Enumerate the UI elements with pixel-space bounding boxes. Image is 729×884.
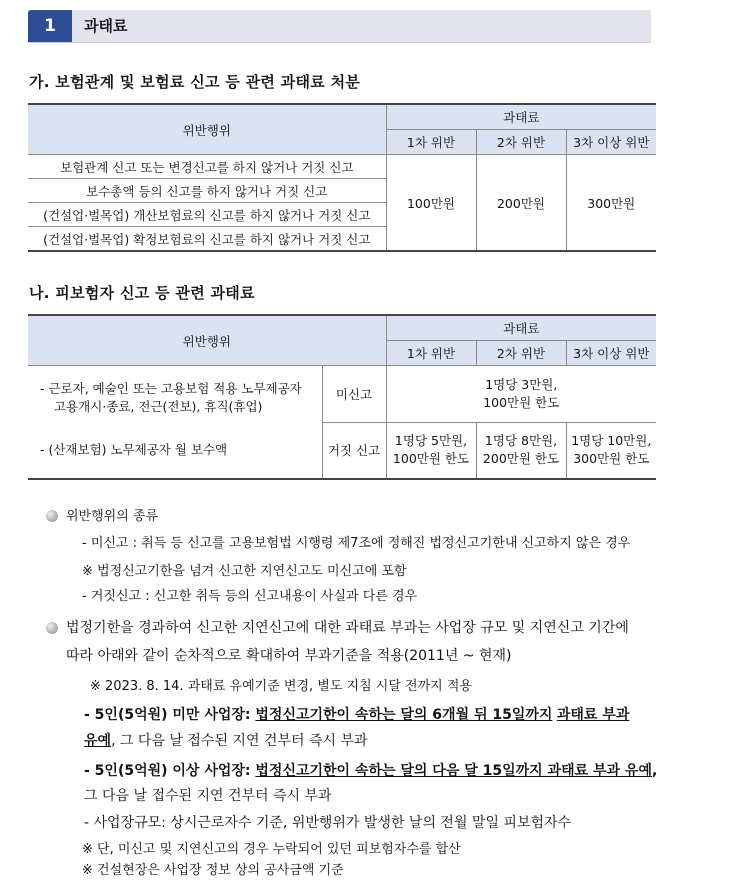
col-third: 3차 이상 위반 <box>566 341 656 366</box>
fine-false-first: 1명당 5만원, 100만원 한도 <box>386 422 476 479</box>
note-title-violation-types: 위반행위의 종류 <box>66 509 159 524</box>
fine-unreported: 1명당 3만원, 100만원 한도 <box>386 366 656 423</box>
section-banner <box>28 10 651 43</box>
note-late-included: ※ 법정신고기한을 넘겨 신고한 지연신고도 미신고에 포함 <box>82 564 407 579</box>
note-construction-basis: ※ 건설현장은 사업장 정보 상의 공사금액 기준 <box>82 863 344 878</box>
act-monthly-pay: - (산재보험) 노무제공자 월 보수액 <box>40 442 228 457</box>
fine-false-third: 1명당 10만원, 300만원 한도 <box>566 422 656 479</box>
col-second: 2차 위반 <box>476 130 566 155</box>
type-false: 거짓 신고 <box>322 422 386 479</box>
violation-acts <box>28 366 322 480</box>
note-late-fine-rule: 법정기한을 경과하여 신고한 지연신고에 대한 과태료 부과는 사업장 규모 및 지연신고 기간에 <box>66 620 629 636</box>
fine-table-insured <box>28 314 656 480</box>
col-fine: 과태료 <box>386 104 656 130</box>
col-fine: 과태료 <box>386 315 656 341</box>
section-number: 1 <box>28 10 72 42</box>
fine-false-second: 1명당 8만원, 200만원 한도 <box>476 422 566 479</box>
col-second: 2차 위반 <box>476 341 566 366</box>
col-first: 1차 위반 <box>386 130 476 155</box>
fine-third: 300만원 <box>566 155 656 252</box>
bullet-icon <box>46 510 58 522</box>
note-unreported: - 미신고 : 취득 등 신고를 고용보험법 시행령 제7조에 정해진 법정신고기한내 신고하지 않은 경우 <box>82 536 631 551</box>
type-unreported: 미신고 <box>322 366 386 423</box>
table-row: (건설업·벌목업) 개산보험료의 신고를 하지 않거나 거짓 신고 <box>28 203 386 227</box>
table-row: 보수총액 등의 신고를 하지 않거나 거짓 신고 <box>28 179 386 203</box>
col-violation: 위반행위 <box>28 104 386 155</box>
note-late-fine-rule-cont: 따라 아래와 같이 순차적으로 확대하여 부과기준을 적용(2011년 ~ 현재) <box>66 648 512 664</box>
col-first: 1차 위반 <box>386 341 476 366</box>
note-large-workplace: - 5인(5억원) 이상 사업장: 법정신고기한이 속하는 달의 다음 달 15일까지 과태료 부과 유예, <box>84 763 658 779</box>
col-violation: 위반행위 <box>28 315 386 366</box>
table-row: (건설업·벌목업) 확정보험료의 신고를 하지 않거나 거짓 신고 <box>28 227 386 252</box>
act-employment: - 근로자, 예술인 또는 고용보험 적용 노무제공자 고용개시·종료, 전근(전보), 휴직(휴업) <box>40 381 302 414</box>
note-sum-insured: ※ 단, 미신고 및 지연신고의 경우 누락되어 있던 피보험자수를 합산 <box>82 842 461 857</box>
table-row: 보험관계 신고 또는 변경신고를 하지 않거나 거짓 신고 <box>28 155 386 179</box>
part-a-heading: 가. 보험관계 및 보험료 신고 등 관련 과태료 처분 <box>29 73 361 91</box>
note-small-workplace: - 5인(5억원) 미만 사업장: 법정신고기한이 속하는 달의 6개월 뒤 15일까지 과태료 부과 <box>84 707 630 723</box>
note-small-workplace-cont: 유예, 그 다음 날 접수된 지연 건부터 즉시 부과 <box>84 733 368 749</box>
note-workplace-size: - 사업장규모: 상시근로자수 기준, 위반행위가 발생한 날의 전월 말일 피보험자수 <box>84 815 572 831</box>
note-large-workplace-cont: 그 다음 날 접수된 지연 건부터 즉시 부과 <box>84 788 332 804</box>
fine-table-insurance <box>28 103 656 252</box>
section-title: 과태료 <box>84 17 128 35</box>
fine-first: 100만원 <box>386 155 476 252</box>
part-b-heading: 나. 피보험자 신고 등 관련 과태료 <box>29 284 255 302</box>
note-deferral-change: ※ 2023. 8. 14. 과태료 유예기준 변경, 별도 지침 시달 전까지 적용 <box>90 679 472 694</box>
col-third: 3차 이상 위반 <box>566 130 656 155</box>
fine-second: 200만원 <box>476 155 566 252</box>
note-false-report: - 거짓신고 : 신고한 취득 등의 신고내용이 사실과 다른 경우 <box>82 589 418 604</box>
bullet-icon <box>46 622 58 634</box>
